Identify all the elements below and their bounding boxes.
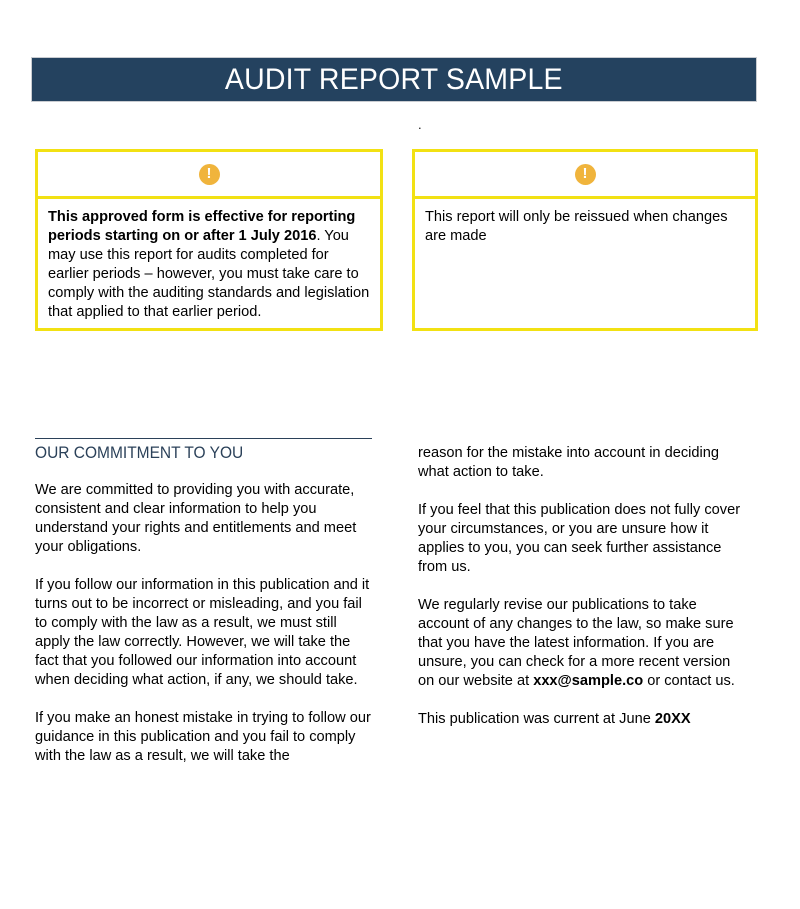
page-title: AUDIT REPORT SAMPLE <box>225 62 563 96</box>
callout-box-reissue-notice <box>412 149 758 331</box>
callout-body-left <box>38 199 380 322</box>
body-column-right <box>418 444 743 729</box>
body-column-left <box>35 481 371 766</box>
exclamation-glyph: ! <box>582 165 588 182</box>
callout-box-effective-date <box>35 149 383 331</box>
paragraph-text-before-email: We regularly revise our publications to take account of any changes to the law, so make sure that you have the latest information. If you are unsure, you can check for a more recent version on our website at <box>418 597 734 689</box>
callout-rest-text: This report will only be reissued when changes are made <box>425 209 728 244</box>
callout-lead-text: This approved form is effective for reporting periods starting on or after 1 July 2016 <box>48 209 356 244</box>
paragraph: If you feel that this publication does not fully cover your circumstances, or you are unsure how it applies to you, you can seek further assistance from us. <box>418 502 741 575</box>
exclamation-glyph: ! <box>206 165 212 182</box>
email-address: xxx@sample.co <box>533 673 644 689</box>
publication-currency-line <box>418 710 743 729</box>
callout-header-right <box>415 152 755 199</box>
section-heading-text: OUR COMMITMENT TO YOU <box>35 444 244 462</box>
paragraph: reason for the mistake into account in deciding what action to take. <box>418 445 719 480</box>
section-heading-commitment <box>35 438 372 464</box>
warning-exclamation-icon <box>199 164 220 185</box>
warning-exclamation-icon <box>575 164 596 185</box>
paragraph: We are committed to providing you with accurate, consistent and clear information to help you understand your rights and entitlements and meet your obligations. <box>35 482 357 555</box>
callout-header-left <box>38 152 380 199</box>
callout-rest-text: . You may use this report for audits completed for earlier periods – however, you must take care to comply with the auditing standards and legislation that applied to that earlier period. <box>48 228 370 320</box>
stray-period-mark: . <box>418 117 422 132</box>
paragraph-with-email <box>418 596 743 691</box>
currency-date: 20XX <box>654 711 691 727</box>
paragraph: If you follow our information in this publication and it turns out to be incorrect or misleading, and you fail to comply with the law as a result, we must still apply the law correctly. However, we will take the fact that you followed our information into account when deciding what action, if any, we should take. <box>35 577 370 688</box>
callout-body-right <box>415 199 755 246</box>
paragraph: If you make an honest mistake in trying to follow our guidance in this publication and you fail to comply with the law as a result, we will take the <box>35 710 371 764</box>
document-title-band <box>31 57 757 102</box>
paragraph-text-after-email: or contact us. <box>643 673 735 689</box>
currency-prefix-text: This publication was current at June <box>418 711 655 727</box>
